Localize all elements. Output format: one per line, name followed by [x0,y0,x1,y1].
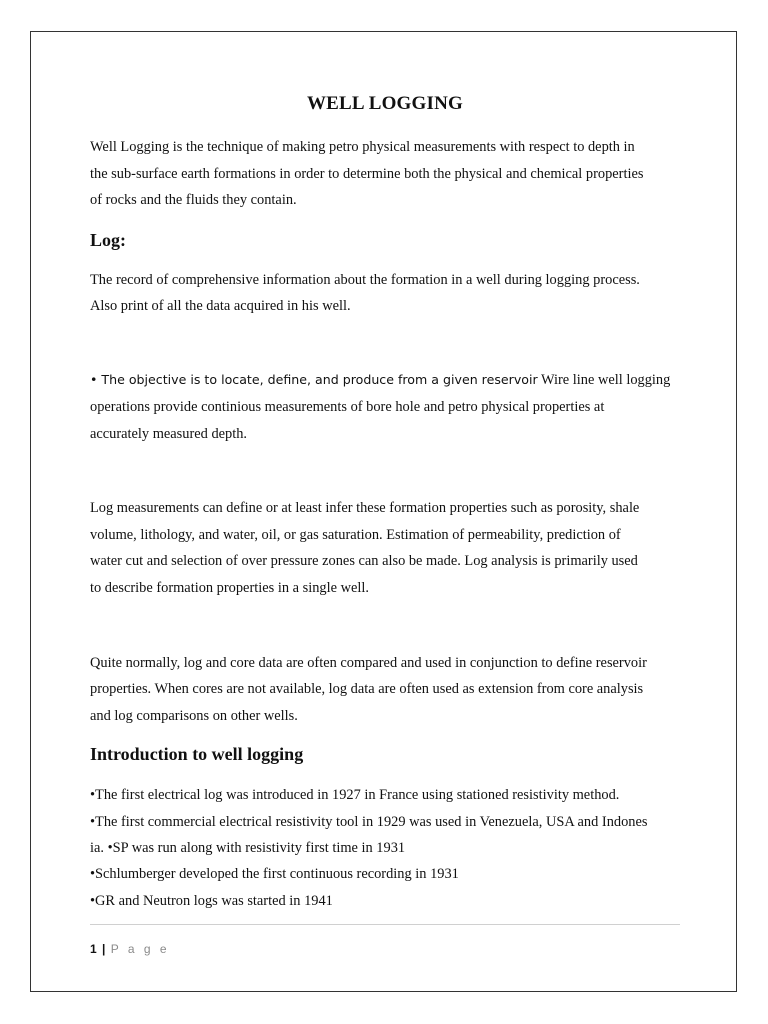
history-line-3: ia. •SP was run along with resistivity first time in 1931 [90,840,406,856]
intro-heading: Introduction to well logging [90,744,304,764]
log-line-1: The record of comprehensive information about the formation in a well during logging process. [90,272,640,288]
core-line-3: and log comparisons on other wells. [90,708,298,724]
objective-line-3: accurately measured depth. [90,426,248,442]
objective-line-2: operations provide continious measurements of bore hole and petro physical properties at [90,399,605,415]
core-line-2: properties. When cores are not available, log data are often used as extension from core analysis [90,681,644,697]
measurements-line-3: water cut and selection of over pressure zones can also be made. Log analysis is primarily used [90,553,638,569]
intro-line-1: Well Logging is the technique of making petro physical measurements with respect to depth in [90,139,635,155]
footer-divider [90,924,680,925]
intro-line-2: the sub-surface earth formations in order to determine both the physical and chemical properties [90,166,644,182]
objective-line-1 [90,372,670,389]
measurements-line-2: volume, lithology, and water, oil, or gas saturation. Estimation of permeability, prediction of [90,527,621,543]
page-number: 1 [90,942,97,956]
measurements-line-1: Log measurements can define or at least infer these formation properties such as porosity, shale [90,500,640,516]
history-line-1: •The first electrical log was introduced in 1927 in France using stationed resistivity method. [90,787,620,803]
intro-line-3: of rocks and the fluids they contain. [90,192,297,208]
document-title: WELL LOGGING [306,93,464,114]
page-footer [90,942,170,956]
objective-bullet-text: • The objective is to locate, define, and produce from a given reservoir [90,372,538,387]
log-line-2: Also print of all the data acquired in his well. [90,298,351,314]
history-line-2: •The first commercial electrical resistivity tool in 1929 was used in Venezuela, USA and Indones [90,814,648,830]
measurements-line-4: to describe formation properties in a single well. [90,580,369,596]
history-line-5: •GR and Neutron logs was started in 1941 [90,893,333,909]
objective-rest-text: Wire line well logging [537,372,671,388]
history-line-4: •Schlumberger developed the first continuous recording in 1931 [90,866,459,882]
core-line-1: Quite normally, log and core data are often compared and used in conjunction to define reservoir [90,655,647,671]
log-heading: Log: [90,230,126,250]
footer-separator: | [102,942,106,956]
page-label: P a g e [110,942,170,956]
